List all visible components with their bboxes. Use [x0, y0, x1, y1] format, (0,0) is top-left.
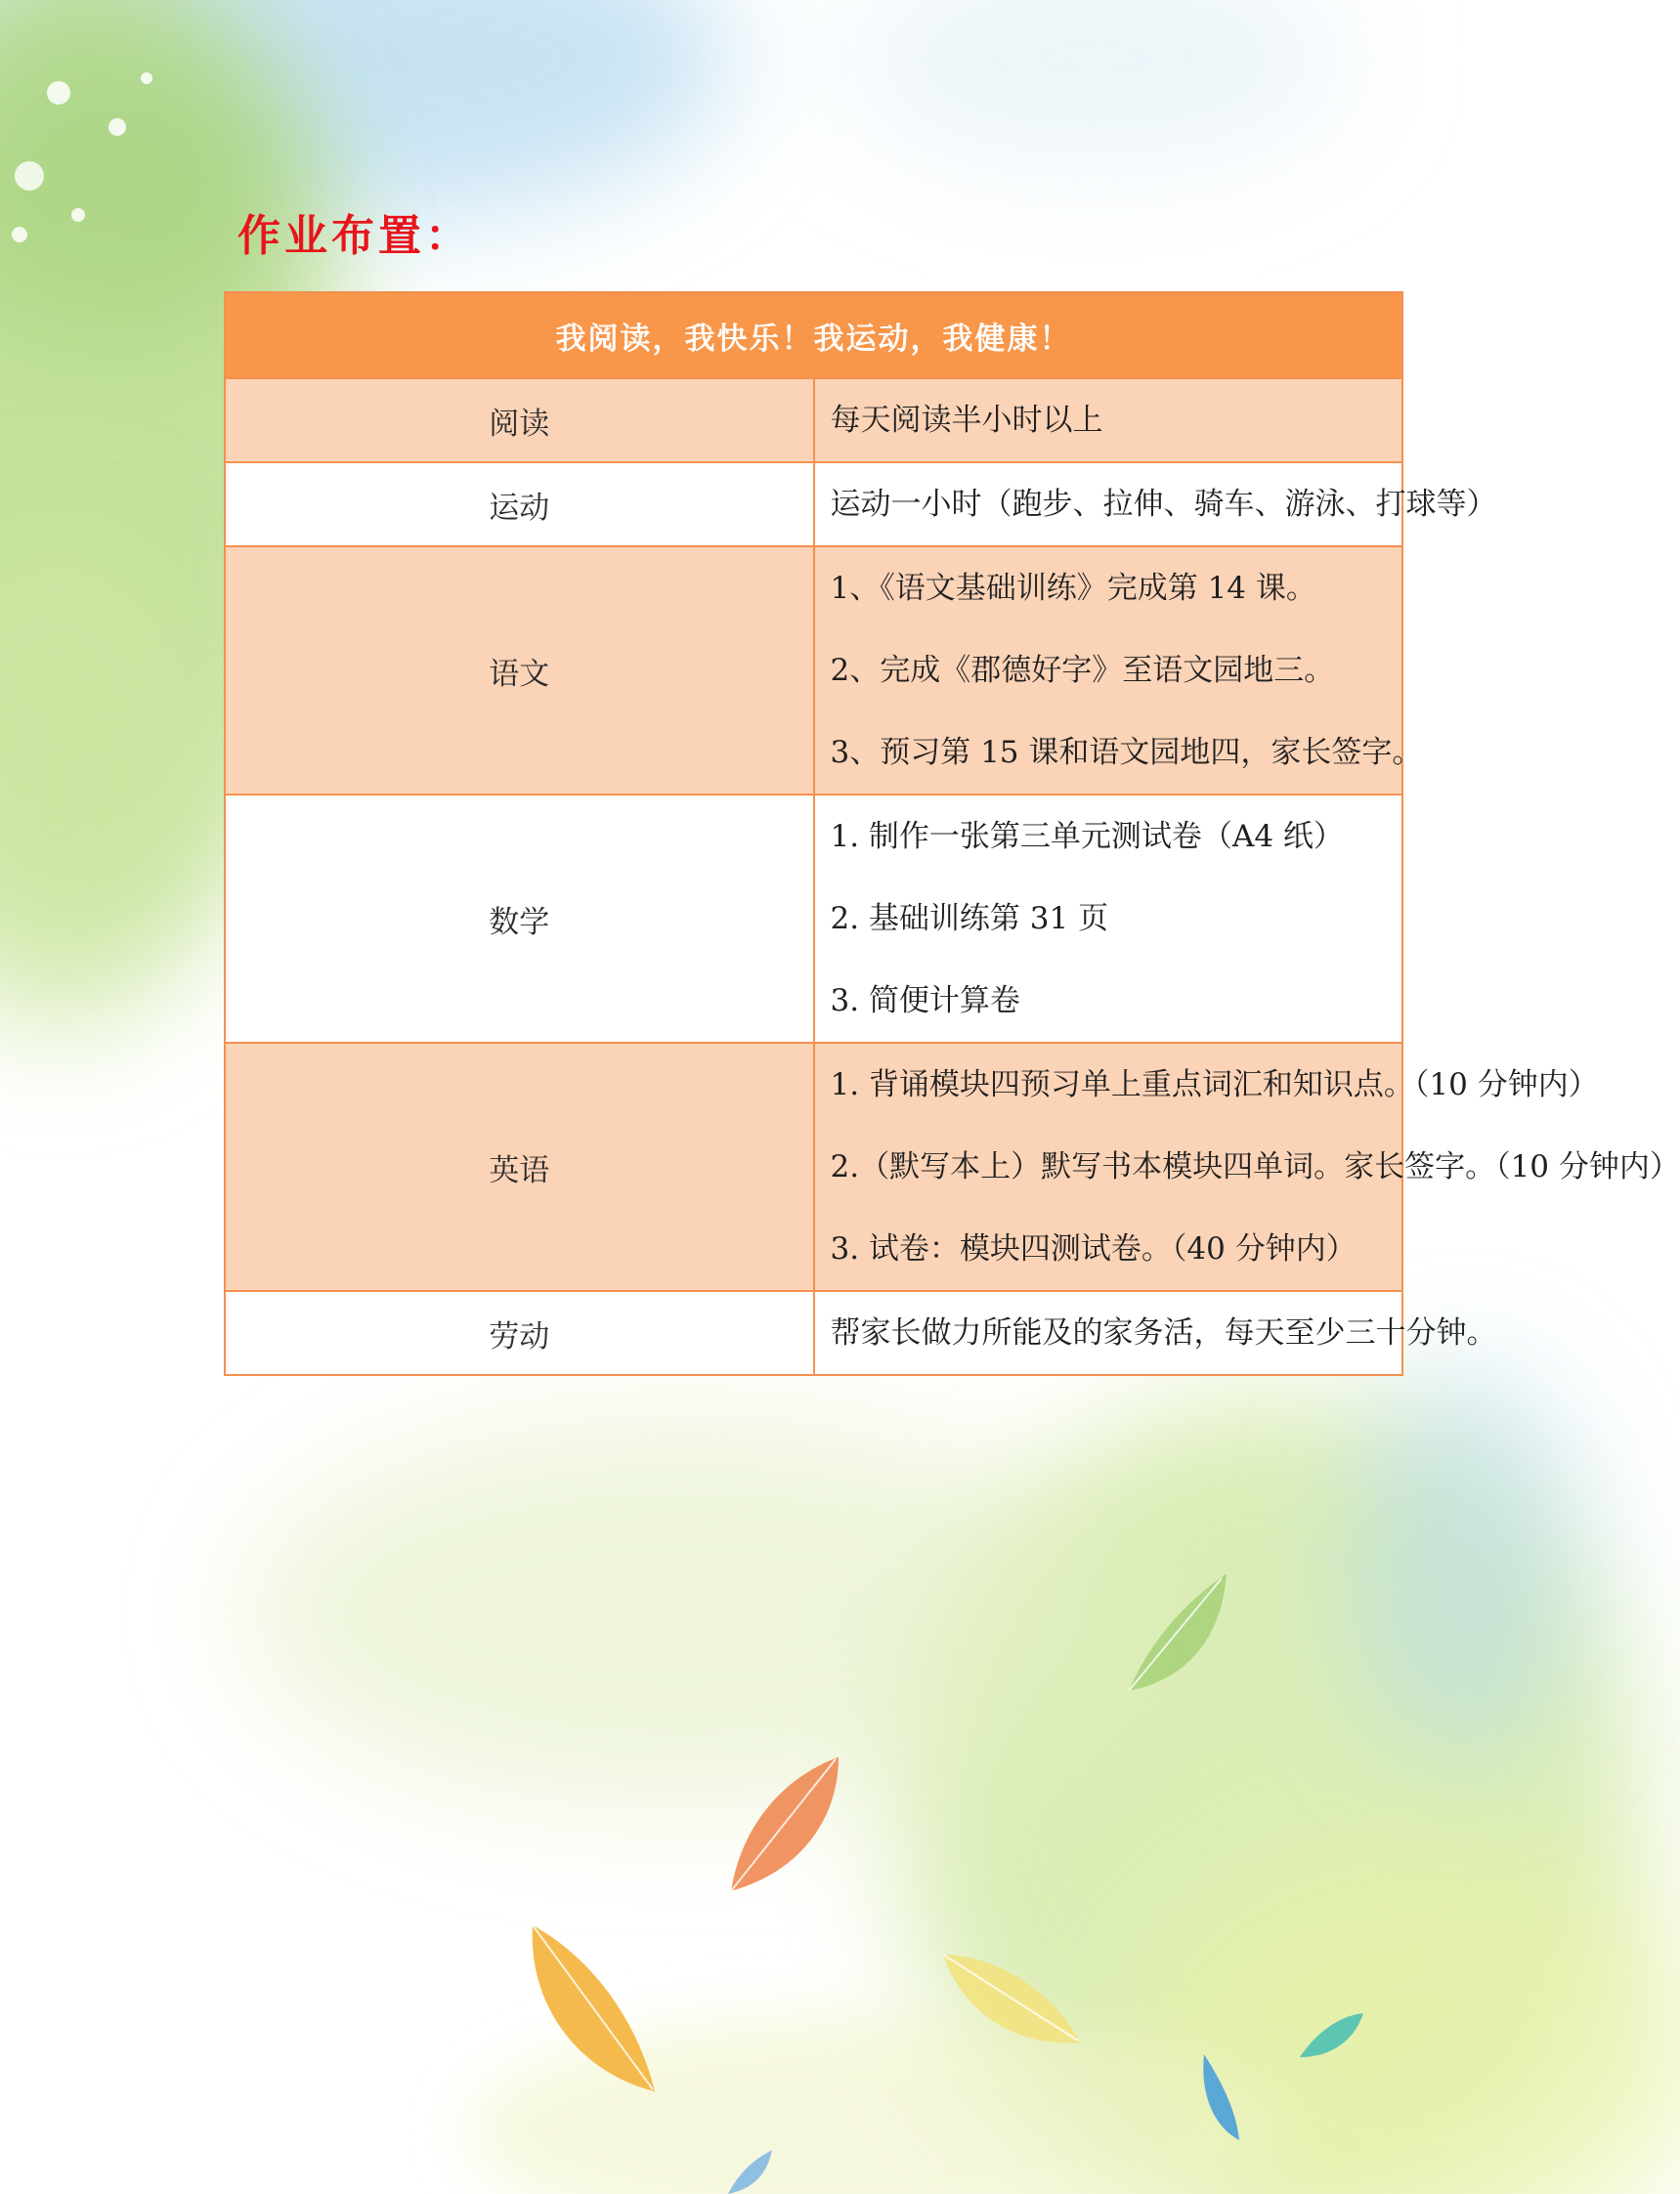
task-cell: [814, 378, 1403, 462]
subject-cell: 数学: [225, 795, 814, 1043]
table-banner: 我阅读，我快乐！我运动，我健康！: [225, 292, 1402, 378]
homework-table: [224, 291, 1680, 1376]
page-title: 作业布置：: [237, 211, 472, 261]
table-row: [225, 1043, 1402, 1291]
task-line: 每天阅读半小时以上: [830, 403, 1103, 438]
task-line: 3. 简便计算卷: [830, 983, 1020, 1018]
task-line: 2、完成《郡德好字》至语文园地三。: [830, 653, 1335, 688]
task-cell: [814, 462, 1497, 546]
subject-cell: 运动: [225, 462, 814, 546]
task-line: 1. 背诵模块四预习单上重点词汇和知识点。（10 分钟内）: [830, 1067, 1599, 1102]
table-row: [225, 1291, 1402, 1375]
task-line: 帮家长做力所能及的家务活，每天至少三十分钟。: [830, 1315, 1497, 1351]
task-line: 运动一小时（跑步、拉伸、骑车、游泳、打球等）: [830, 487, 1497, 522]
task-cell: [814, 546, 1423, 795]
table-row: [225, 378, 1402, 462]
table-row: [225, 795, 1402, 1043]
task-line: 2.（默写本上）默写书本模块四单词。家长签字。（10 分钟内）: [830, 1149, 1680, 1184]
task-cell: [814, 1043, 1680, 1291]
subject-cell: 语文: [225, 546, 814, 795]
task-cell: [814, 1291, 1497, 1375]
task-line: 3、预习第 15 课和语文园地四，家长签字。: [830, 735, 1423, 770]
subject-cell: 阅读: [225, 378, 814, 462]
task-line: 2. 基础训练第 31 页: [830, 901, 1109, 936]
table-row: [225, 462, 1402, 546]
task-line: 1. 制作一张第三单元测试卷（A4 纸）: [830, 819, 1344, 854]
task-cell: [814, 795, 1403, 1043]
task-line: 1、《语文基础训练》完成第 14 课。: [830, 571, 1316, 606]
subject-cell: 劳动: [225, 1291, 814, 1375]
task-line: 3. 试卷：模块四测试卷。（40 分钟内）: [830, 1231, 1357, 1267]
table-row: [225, 546, 1402, 795]
subject-cell: 英语: [225, 1043, 814, 1291]
